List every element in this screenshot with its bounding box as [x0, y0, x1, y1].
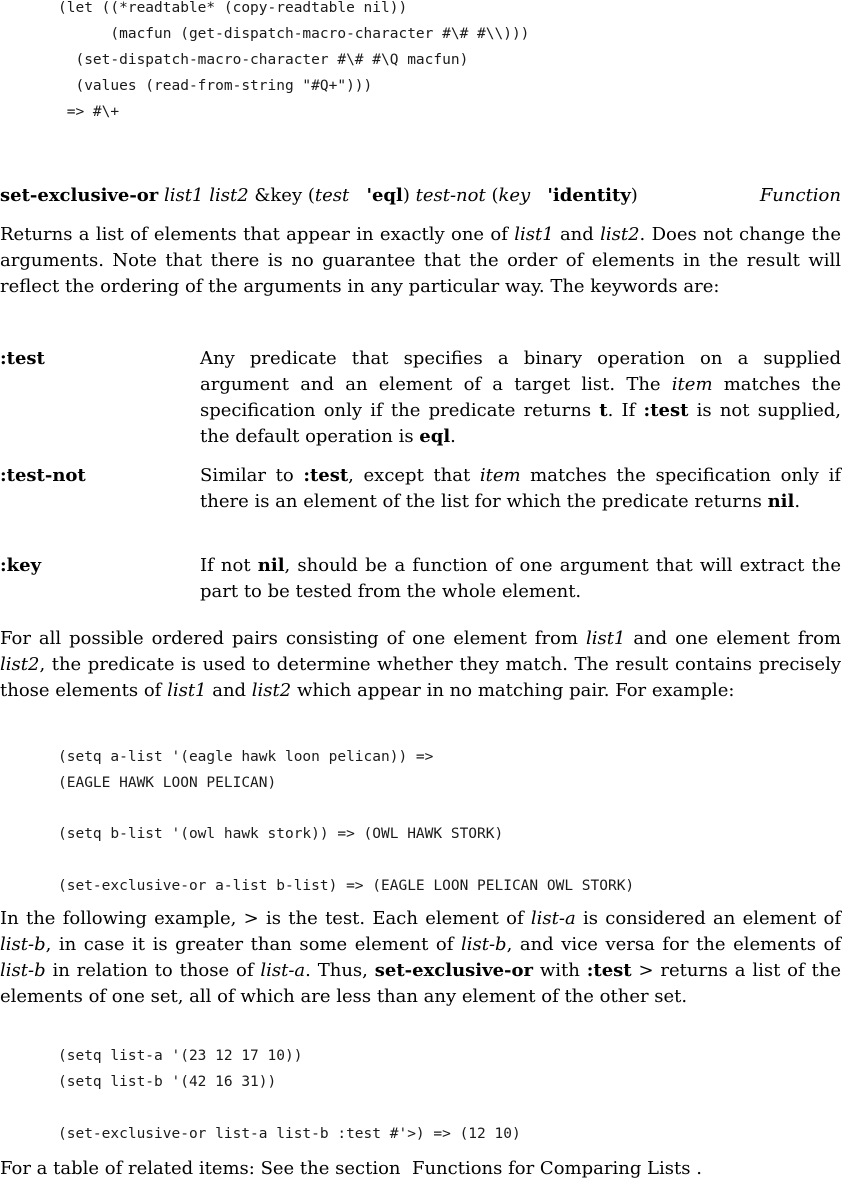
arg-ref: list1	[167, 680, 207, 701]
text: . Does not change the arguments. Note that there is no guarantee that the order of elements in the result will reflect the ordering of the arguments in any particular way. The keywords are:	[0, 224, 841, 297]
text: in relation to those of	[45, 960, 261, 981]
code-line: (set-exclusive-or a-list b-list) => (EAGLE LOON PELICAN OWL STORK)	[58, 878, 635, 894]
text: and	[206, 680, 252, 701]
text: If not	[200, 555, 258, 576]
section-link[interactable]: Functions for Comparing Lists	[411, 1158, 691, 1179]
term-ref: item	[479, 465, 521, 486]
text: .	[690, 1158, 702, 1179]
text: matches the specification only if the predicate returns	[200, 374, 842, 421]
code-line: (setq list-a '(23 12 17 10))	[58, 1048, 303, 1064]
code-line: (let ((*readtable* (copy-readtable nil))	[58, 0, 408, 16]
term-ref: set-exclusive-or	[374, 960, 534, 981]
term-ref: :test	[643, 400, 689, 421]
text: and one element from	[625, 628, 841, 649]
text: For a table of related items: See the section	[0, 1158, 412, 1179]
function-signature	[0, 183, 841, 209]
code-line: (setq b-list '(owl hawk stork)) => (OWL HAWK STORK)	[58, 826, 504, 842]
code-line: (setq a-list '(eagle hawk loon pelican)) =>	[58, 749, 434, 765]
text: > returns a list of the elements of one set, all of which are less than any element of the other set.	[0, 960, 841, 1007]
paren-close: )	[402, 185, 410, 206]
paren-open: (	[307, 185, 315, 206]
text: Returns a list of elements that appear in exactly one of	[0, 224, 515, 245]
code-line: (setq list-b '(42 16 31))	[58, 1074, 277, 1090]
arg-ref: list2	[251, 680, 292, 701]
text: , in case it is greater than some element of	[45, 934, 461, 955]
code-line: => #\+	[58, 104, 120, 120]
text: For all possible ordered pairs consisting of one element from	[0, 628, 586, 649]
text: is considered an element of	[575, 908, 841, 929]
arg-ref: list-b	[0, 960, 46, 981]
arg-ref: list-b	[0, 934, 46, 955]
text: with	[533, 960, 587, 981]
paren-open-2: (	[491, 185, 499, 206]
function-type: Function	[759, 185, 841, 206]
pairs-paragraph	[0, 626, 841, 704]
term-ref: nil	[767, 491, 795, 512]
intro-paragraph	[0, 222, 841, 300]
text: is not supplied, the default operation is	[200, 400, 841, 447]
keyword-desc-test	[200, 346, 841, 450]
code-line: (macfun (get-dispatch-macro-character #\# #\\)))	[58, 26, 530, 42]
arg-list1: list1	[164, 185, 204, 206]
term-ref: item	[671, 374, 713, 395]
arg-ref: list2	[0, 654, 40, 675]
term-ref: :test	[586, 960, 632, 981]
arg-ref: list-a	[530, 908, 576, 929]
key-keyword: &key	[254, 185, 303, 206]
text: . If	[607, 400, 644, 421]
text: In the following example, > is the test. Each element of	[0, 908, 531, 929]
text: , except that	[348, 465, 480, 486]
arg-test-not: test-not	[415, 185, 486, 206]
code-line: (set-exclusive-or list-a list-b :test #'>) => (12 10)	[58, 1126, 521, 1142]
keyword-term-test: :test	[0, 348, 45, 369]
default-eql: 'eql	[366, 185, 403, 206]
text: . Thus,	[305, 960, 375, 981]
arg-key: key	[498, 185, 531, 206]
text: , the predicate is used to determine whether they match. The result contains precisely those elements of	[0, 654, 841, 701]
related-items-line	[0, 1156, 841, 1182]
keyword-term-key: :key	[0, 555, 42, 576]
term-ref: t	[599, 400, 608, 421]
arg-test: test	[314, 185, 350, 206]
term-ref: :test	[303, 465, 349, 486]
term-ref: eql	[419, 426, 451, 447]
code-line: (set-dispatch-macro-character #\# #\Q macfun)	[58, 52, 469, 68]
text: , should be a function of one argument that will extract the part to be tested from the whole element.	[200, 555, 841, 602]
keyword-term-test-not: :test-not	[0, 465, 86, 486]
function-name: set-exclusive-or	[0, 185, 159, 206]
arg-ref: list1	[514, 224, 554, 245]
text: Similar to	[200, 465, 304, 486]
keyword-desc-key	[200, 553, 841, 605]
text: and	[553, 224, 601, 245]
arg-ref: list-b	[460, 934, 507, 955]
text: .	[450, 426, 456, 447]
text: , and vice versa for the elements of	[506, 934, 841, 955]
text: matches the specification only if there is an element of the list for which the predicate returns	[200, 465, 841, 512]
text: Any predicate that specifies a binary operation on a supplied argument and an element of a target list. The	[200, 348, 841, 395]
code-line: (EAGLE HAWK LOON PELICAN)	[58, 775, 277, 791]
keyword-desc-test-not	[200, 463, 841, 515]
code-line: (values (read-from-string "#Q+")))	[58, 78, 373, 94]
arg-ref: list1	[585, 628, 626, 649]
text: which appear in no matching pair. For example:	[291, 680, 735, 701]
arg-ref: list-a	[260, 960, 306, 981]
gt-test-paragraph	[0, 906, 841, 1010]
arg-list2: list2	[209, 185, 249, 206]
paren-close-2: )	[630, 185, 638, 206]
text: .	[794, 491, 801, 512]
arg-ref: list2	[600, 224, 640, 245]
term-ref: nil	[257, 555, 285, 576]
default-identity: 'identity	[547, 185, 631, 206]
